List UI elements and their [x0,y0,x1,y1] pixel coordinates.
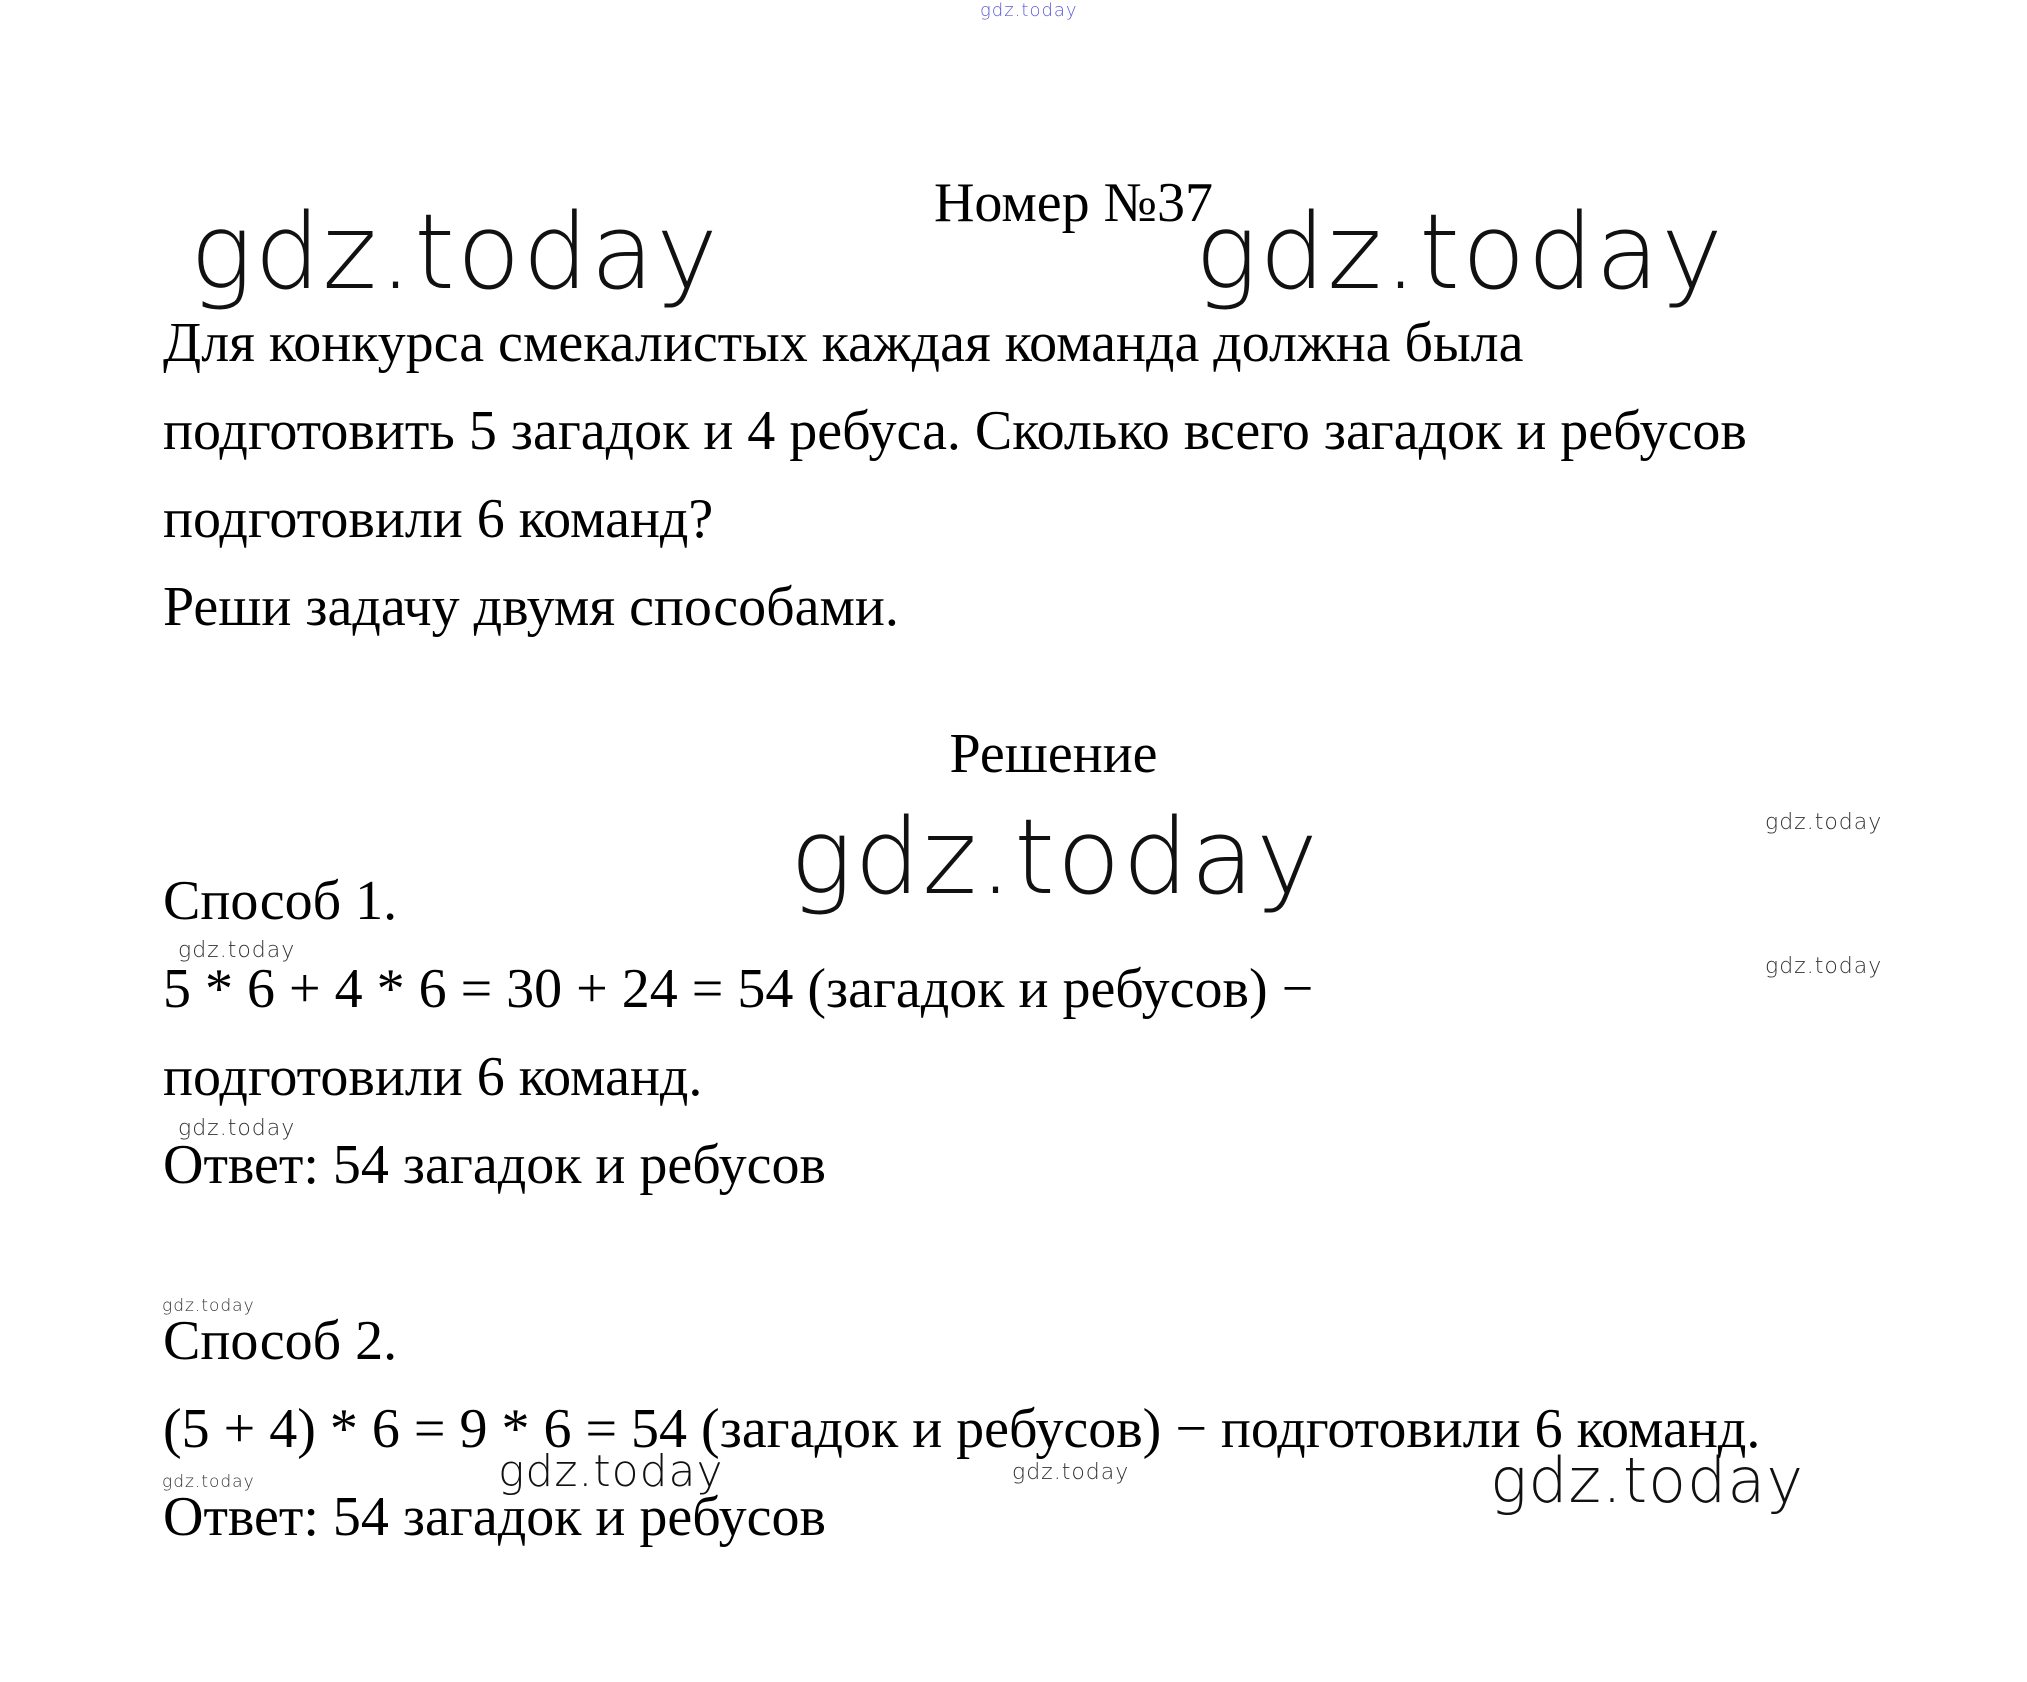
problem-line-1: Для конкурса смекалистых каждая команда должна была [163,312,1524,374]
method1-answer: Ответ: 54 загадок и ребусов [163,1134,826,1196]
method1-line-1: 5 * 6 + 4 * 6 = 30 + 24 = 54 (загадок и ребусов) − [163,958,1314,1020]
problem-line-3: подготовили 6 команд? [163,488,714,550]
watermark-xsmall-left-2: gdz.today [162,1472,255,1492]
method2-title: Способ 2. [163,1310,398,1372]
watermark-small-left-1: gdz.today [178,938,296,963]
solution-heading: Решение [949,723,1158,785]
watermark-large-right: gdz.today [1195,191,1725,313]
method2-answer: Ответ: 54 загадок и ребусов [163,1486,826,1548]
problem-line-4: Реши задачу двумя способами. [163,576,899,638]
watermark-top: gdz.today [980,0,1078,21]
watermark-small-right-2: gdz.today [1765,954,1883,979]
method1-line-2: подготовили 6 команд. [163,1046,703,1108]
watermark-small-left-2: gdz.today [178,1116,296,1141]
page-title: Номер №37 [933,172,1214,234]
method2-line-1: (5 + 4) * 6 = 9 * 6 = 54 (загадок и ребусов) − подготовили 6 команд. [163,1398,1761,1460]
watermark-small-center: gdz.today [1012,1460,1130,1485]
method1-title: Способ 1. [163,870,398,932]
watermark-large-left: gdz.today [190,191,720,313]
watermark-xsmall-left-1: gdz.today [162,1296,255,1316]
watermark-large-center: gdz.today [790,796,1320,918]
problem-line-2: подготовить 5 загадок и 4 ребуса. Сколько всего загадок и ребусов [163,400,1747,462]
watermark-mid-right: gdz.today [1490,1444,1805,1517]
watermark-mid-left: gdz.today [498,1446,724,1497]
watermark-small-right-1: gdz.today [1765,810,1883,835]
